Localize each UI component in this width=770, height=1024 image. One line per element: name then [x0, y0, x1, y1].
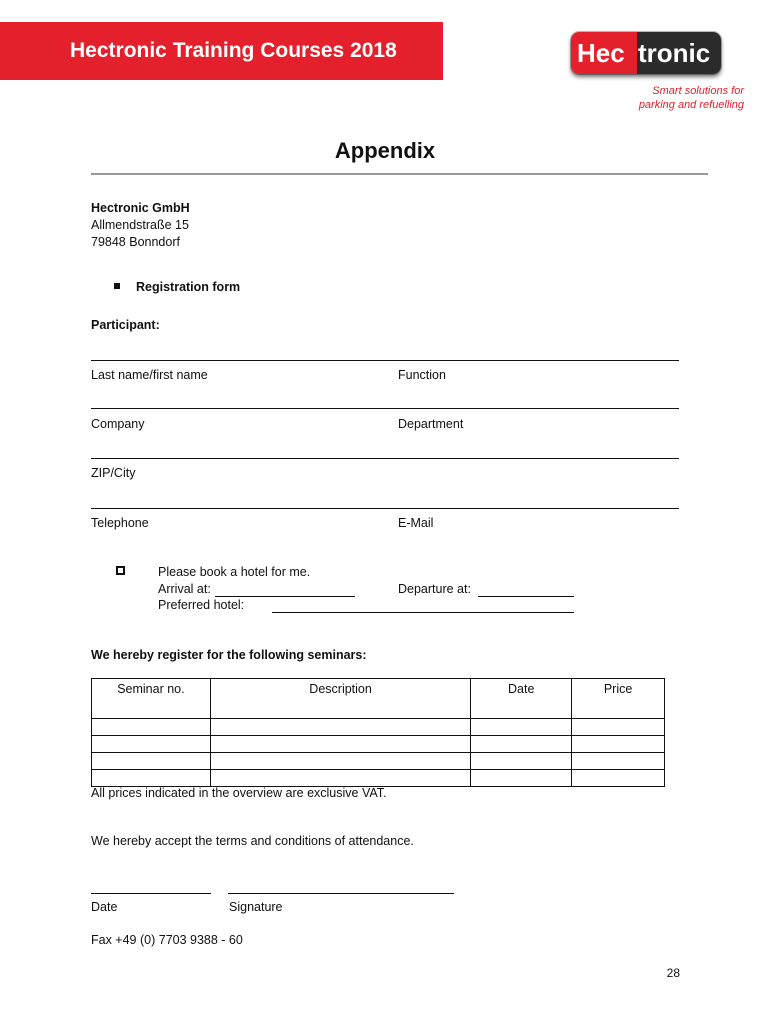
- company-line[interactable]: [91, 408, 679, 409]
- address-block: [91, 200, 190, 251]
- table-cell[interactable]: [572, 770, 665, 787]
- preferred-hotel-line[interactable]: [272, 612, 574, 613]
- date-label: Date: [91, 900, 118, 914]
- page-title: Appendix: [334, 138, 436, 163]
- hotel-checkbox[interactable]: [116, 566, 125, 575]
- seminars-heading: We hereby register for the following seminars:: [91, 648, 367, 662]
- table-cell[interactable]: [92, 753, 211, 770]
- department-label: Department: [398, 417, 464, 431]
- departure-label: Departure at:: [398, 582, 471, 596]
- table-header-row: [92, 679, 665, 719]
- zip-city-label: ZIP/City: [91, 466, 136, 480]
- participant-label: Participant:: [91, 318, 160, 332]
- title-rule: [91, 173, 708, 175]
- date-line[interactable]: [91, 893, 211, 894]
- registration-heading: Registration form: [136, 280, 241, 294]
- table-cell[interactable]: [92, 770, 211, 787]
- logo-text-red: Hec: [571, 32, 637, 74]
- table-cell[interactable]: [210, 736, 471, 753]
- tagline-line-2: parking and refuelling: [638, 99, 744, 111]
- street: Allmendstraße 15: [91, 218, 189, 232]
- preferred-hotel-label: Preferred hotel:: [158, 598, 245, 612]
- vat-note: All prices indicated in the overview are exclusive VAT.: [91, 786, 387, 800]
- col-seminar-no: Seminar no.: [92, 679, 211, 719]
- logo-text-dark: tronic: [637, 32, 721, 74]
- arrival-line[interactable]: [215, 596, 355, 597]
- zip-city-line[interactable]: [91, 458, 679, 459]
- page-number: 28: [666, 966, 680, 980]
- table-cell[interactable]: [471, 736, 572, 753]
- banner-title: Hectronic Training Courses 2018: [70, 39, 397, 62]
- table-cell[interactable]: [471, 719, 572, 736]
- last-name-label: Last name/first name: [91, 368, 208, 382]
- table-row: [92, 753, 665, 770]
- table-cell[interactable]: [210, 719, 471, 736]
- table-cell[interactable]: [92, 736, 211, 753]
- hectronic-logo: [571, 32, 721, 74]
- table-cell[interactable]: [572, 719, 665, 736]
- bullet-icon: [114, 283, 120, 289]
- fax-number: Fax +49 (0) 7703 9388 - 60: [91, 933, 243, 947]
- header-banner: [0, 22, 443, 80]
- table-cell[interactable]: [572, 736, 665, 753]
- departure-line[interactable]: [478, 596, 574, 597]
- arrival-label: Arrival at:: [158, 582, 211, 596]
- company-name: Hectronic GmbH: [91, 201, 190, 215]
- col-price: Price: [572, 679, 665, 719]
- company-label: Company: [91, 417, 145, 431]
- email-label: E-Mail: [398, 516, 434, 530]
- city: 79848 Bonndorf: [91, 235, 180, 249]
- table-cell[interactable]: [92, 719, 211, 736]
- table-row: [92, 719, 665, 736]
- hotel-request: Please book a hotel for me.: [158, 565, 311, 579]
- signature-label: Signature: [229, 900, 283, 914]
- table-row: [92, 736, 665, 753]
- table-row: [92, 770, 665, 787]
- terms-note: We hereby accept the terms and conditions of attendance.: [91, 834, 414, 848]
- table-cell[interactable]: [572, 753, 665, 770]
- signature-line[interactable]: [228, 893, 454, 894]
- tagline-line-1: Smart solutions for: [652, 85, 744, 97]
- telephone-label: Telephone: [91, 516, 149, 530]
- last-name-line[interactable]: [91, 360, 679, 361]
- table-cell[interactable]: [471, 770, 572, 787]
- col-date: Date: [471, 679, 572, 719]
- table-cell[interactable]: [210, 753, 471, 770]
- function-label: Function: [398, 368, 446, 382]
- seminars-table: [91, 678, 665, 787]
- col-description: Description: [210, 679, 471, 719]
- table-cell[interactable]: [471, 753, 572, 770]
- telephone-line[interactable]: [91, 508, 679, 509]
- tagline: [560, 84, 744, 112]
- table-cell[interactable]: [210, 770, 471, 787]
